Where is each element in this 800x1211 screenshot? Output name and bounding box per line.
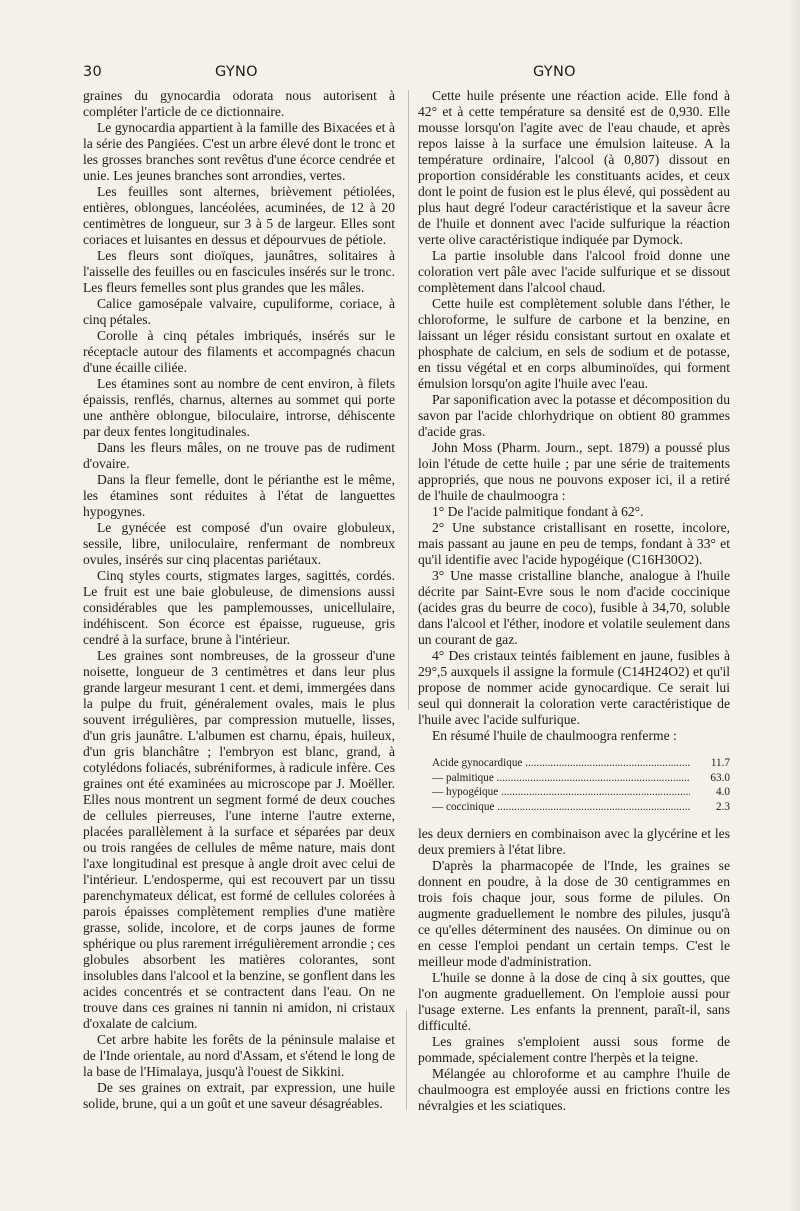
table-row — [432, 800, 730, 815]
paragraph: graines du gynocardia odorata nous autorisent à compléter l'article de ce dictionnaire. — [83, 88, 395, 119]
paragraph: Le gynécée est composé d'un ovaire globuleux, sessile, libre, uniloculaire, renfermant de nombreux ovules, insérés sur cinq placentas pariétaux. — [83, 520, 395, 567]
paragraph: Les étamines sont au nombre de cent environ, à filets épaissis, renflés, charnus, alternes au sommet qui porte une anthère oblongue, biloculaire, introrse, déhiscente par deux fentes longitudinales. — [83, 376, 395, 439]
table-row-value: 2.3 — [716, 800, 730, 813]
right-column-text-before-table — [418, 88, 730, 744]
paragraph: Les fleurs sont dioïques, jaunâtres, solitaires à l'aisselle des feuilles ou en fascicules insérés sur le tronc. Les fleurs femelles sont plus grandes que les mâles. — [83, 248, 395, 295]
right-column — [418, 88, 730, 1114]
paragraph: L'huile se donne à la dose de cinq à six gouttes, que l'on augmente graduellement. On l'emploie aussi pour l'usage externe. Les enfants la prennent, paraît-il, sans difficulté. — [418, 970, 730, 1034]
running-header — [0, 64, 800, 84]
paragraph: Cet arbre habite les forêts de la péninsule malaise et de l'Inde orientale, au nord d'Assam, et s'étend le long de la base de l'Himalaya, jusqu'à l'ouest de Sikkini. — [83, 1032, 395, 1079]
paragraph: 3° Une masse cristalline blanche, analogue à l'huile décrite par Saint-Evre sous le nom d'acide coccinique (acides gras du beurre de coco), fusible à 34,70, soluble dans l'alcool et l'éther, inodore et volatile seulement dans un courant de gaz. — [418, 568, 730, 647]
paragraph: 2° Une substance cristallisant en rosette, incolore, mais passant au jaune en peu de temps, fondant à 33° et qu'il identifie avec l'acide hypogéique (C16H30O2). — [418, 520, 730, 567]
paragraph: les deux derniers en combinaison avec la glycérine et les deux premiers à l'état libre. — [418, 826, 730, 858]
page-number: 30 — [83, 64, 103, 80]
paragraph: Cinq styles courts, stigmates larges, sagittés, cordés. Le fruit est une baie globuleuse, de dimensions aussi considérables que les pamplemousses, unicellulaire, indéhiscent. Son écorce est épaisse, rugueuse, gris cendré à la surface, brune à l'intérieur. — [83, 568, 395, 647]
column-divider-lower — [406, 1010, 407, 1110]
paragraph: Le gynocardia appartient à la famille des Bixacées et à la série des Pangiées. C'est un arbre élevé dont le tronc et les grosses branches sont revêtus d'une écorce cendrée et unie. Les jeunes branches sont arrondies, vertes. — [83, 120, 395, 183]
paragraph: D'après la pharmacopée de l'Inde, les graines se donnent en poudre, à la dose de 30 centigrammes en trois fois chaque jour, sous forme de pilules. On augmente graduellement le nombre des pilules, jusqu'à ce qu'elles déterminent des nausées. On diminue ou on en cesse l'emploi pendant un certain temps. C'est le meilleur mode d'administration. — [418, 858, 730, 970]
right-column-text-after-table — [418, 826, 730, 1114]
paragraph: Cette huile est complètement soluble dans l'éther, le chloroforme, le sulfure de carbone et la benzine, en laissant un léger résidu consistant surtout en oxalate et phosphate de calcium, en sels de sodium et de potasse, en tissu végétal et en corps albuminoïdes, qui forment émulsion lorsqu'on agite l'huile avec l'eau. — [418, 296, 730, 391]
paragraph: John Moss (Pharm. Journ., sept. 1879) a poussé plus loin l'étude de cette huile ; par une série de traitements appropriés, que nous ne pouvons exposer ici, il a retiré de l'huile de chaulmoogra : — [418, 440, 730, 503]
paragraph: En résumé l'huile de chaulmoogra renferme : — [432, 728, 677, 743]
paragraph: 1° De l'acide palmitique fondant à 62°. — [432, 504, 644, 519]
table-row-label: Acide gynocardique ..... — [432, 756, 690, 771]
paragraph: Dans la fleur femelle, dont le périanthe est le même, les étamines sont réduites à l'état de languettes hypogynes. — [83, 472, 395, 519]
table-row-value: 63.0 — [710, 771, 730, 784]
table-row-label: — hypogéique ..... — [432, 785, 690, 800]
paragraph: 4° Des cristaux teintés faiblement en jaune, fusibles à 29°,5 auxquels il assigne la formule (C14H24O2) et qu'il propose de nommer acide gynocardique. Ce serait lui seul qui donnerait la coloration verte caractéristique de l'huile avec l'acide sulfurique. — [418, 648, 730, 727]
paragraph: Par saponification avec la potasse et décomposition du savon par l'acide chlorhydrique on obtient 80 grammes d'acide gras. — [418, 392, 730, 439]
table-row — [432, 785, 730, 800]
left-column — [83, 88, 395, 1112]
paragraph: Corolle à cinq pétales imbriqués, insérés sur le réceptacle autour des filaments et accompagnés chacun d'une écaille ciliée. — [83, 328, 395, 375]
paragraph: Les graines s'emploient aussi sous forme de pommade, spécialement contre l'herpès et la teigne. — [418, 1034, 730, 1066]
paragraph: De ses graines on extrait, par expression, une huile solide, brune, qui a un goût et une saveur désagréables. — [83, 1080, 395, 1111]
paragraph: Dans les fleurs mâles, on ne trouve pas de rudiment d'ovaire. — [83, 440, 395, 471]
column-divider — [408, 90, 409, 710]
paragraph: La partie insoluble dans l'alcool froid donne une coloration vert pâle avec l'acide sulfurique et se dissout complètement dans l'alcool chaud. — [418, 248, 730, 295]
composition-table — [432, 756, 730, 814]
paragraph: Mélangée au chloroforme et au camphre l'huile de chaulmoogra est employée aussi en frictions contre les névralgies et les sciatiques. — [418, 1066, 730, 1114]
paragraph: Les graines sont nombreuses, de la grosseur d'une noisette, longueur de 3 centimètres et dans leur plus grande largeur mesurant 1 cent. et demi, immergées dans la pulpe du fruit, généralement ovales, mais le plus souvent irrégulières, par compression mutuelle, lisses, d'un gris jaunâtre. L'albumen est charnu, épais, huileux, d'un gris blanchâtre ; l'embryon est blanc, grand, à cotylédons foliacés, subréniformes, à radicule infère. Ces graines ont été examinées au microscope par J. Moëller. Elles nous montrent un segment formé de deux couches de cellules pierreuses, l'une interne l'autre externe, placées parallèlement à la surface et séparées par deux ou trois rangées de cellules de même nature, mais dont l'axe longitudinal est presque à angle droit avec celui de l'intérieur. L'endosperme, qui est recouvert par un tissu parenchymateux délicat, est formé de cellules colorées à parois épaisses complètement remplies d'une matière grasse, solide, incolore, et de corps jaunes de forme sphérique ou plus rarement irrégulièrement arrondie ; ces globules absorbent les matières colorantes, sont insolubles dans l'alcool et la benzine, se gonflent dans les acides concentrés et se contractent dans l'eau. On ne trouve dans ces graines ni tannin ni amidon, ni cristaux d'oxalate de calcium. — [83, 648, 396, 1031]
paragraph: Calice gamosépale valvaire, cupuliforme, coriace, à cinq pétales. — [83, 296, 395, 327]
paragraph: Les feuilles sont alternes, brièvement pétiolées, entières, oblongues, lancéolées, acuminées, de 12 à 20 centimètres de longueur, sur 3 à 5 de largeur. Elles sont coriaces et luisantes en dessus et dépourvues de pétiole. — [83, 184, 395, 247]
table-row — [432, 771, 730, 786]
right-running-head: GYNO — [533, 64, 576, 80]
table-row-value: 4.0 — [716, 786, 730, 799]
table-row — [432, 756, 730, 771]
page-edge-shadow — [788, 0, 800, 1211]
paragraph: Cette huile présente une réaction acide. Elle fond à 42° et à cette température sa densité est de 0,930. Elle mousse lorsqu'on l'agite avec de l'eau chaude, et après repos laisse à la surface une émulsion laiteuse. A la température ordinaire, l'alcool (à 0,807) dissout en proportion considérable les constituants acides, et ceux dont le point de fusion est le plus élevé, qui possèdent au plus haut degré l'odeur caractéristique et la saveur âcre de l'huile et donnent avec l'acide sulfurique la réaction verte olive caractéristique indiquée par Dymock. — [418, 88, 730, 247]
left-running-head: GYNO — [215, 64, 258, 80]
table-row-value: 11.7 — [710, 757, 730, 769]
table-row-label: — palmitique ..... — [432, 771, 690, 786]
table-row-label: — coccinique ..... — [432, 800, 690, 815]
